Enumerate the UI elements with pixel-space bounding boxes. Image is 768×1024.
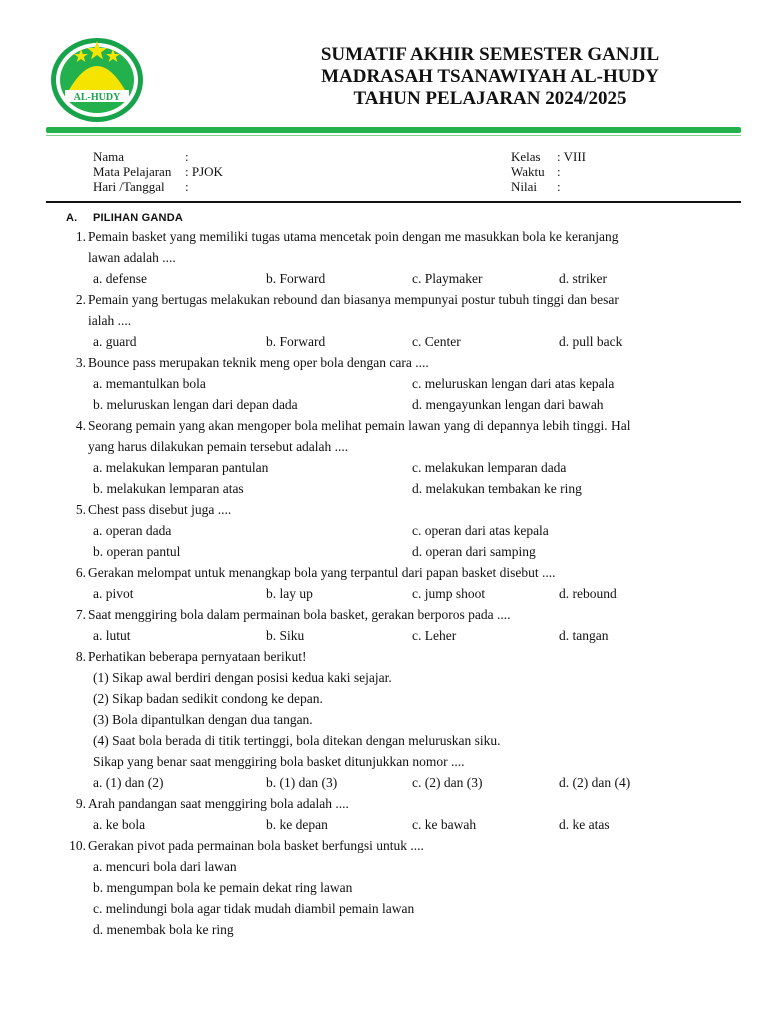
option-a: a. melakukan lemparan pantulan [93,460,269,475]
option-b: b. ke depan [266,817,328,832]
question-2 [60,289,750,310]
info-label: Waktu [511,164,545,179]
option-row [60,394,750,415]
question-4 [60,415,750,436]
info-label: Nama [93,149,125,164]
option-d: d. striker [559,271,607,286]
option-row [60,583,750,604]
question-number: 6. [75,565,86,580]
option-a: a. ke bola [93,817,146,832]
question-text-cont: yang harus dilakukan pemain tersebut adalah .... [88,439,349,454]
question-text: Gerakan melompat untuk menangkap bola yang terpantul dari papan basket disebut .... [88,565,556,580]
statement-3: (3) Bola dipantulkan dengan dua tangan. [93,712,313,727]
option-d: d. melakukan tembakan ke ring [412,481,582,496]
option-a: a. (1) dan (2) [93,775,164,790]
statement-2: (2) Sikap badan sedikit condong ke depan. [93,691,323,706]
option-c: c. operan dari atas kepala [412,523,549,538]
question-text: Perhatikan beberapa pernyataan berikut! [88,649,307,664]
option-c: c. Leher [412,628,457,643]
option-c: c. jump shoot [412,586,486,601]
info-label: Hari /Tanggal [93,179,165,194]
question-text: Saat menggiring bola dalam permainan bola basket, gerakan berporos pada .... [88,607,511,622]
student-info-left [93,149,223,194]
question-5 [60,499,750,520]
option-b: b. Forward [266,271,326,286]
question-1 [60,226,750,247]
question-text: Arah pandangan saat menggiring bola adalah .... [88,796,349,811]
option-a: a. mencuri bola dari lawan [93,859,237,874]
option-a: a. pivot [93,586,134,601]
option-d: d. tangan [559,628,609,643]
question-text-cont: lawan adalah .... [88,250,176,265]
option-d: d. ke atas [559,817,610,832]
header-line-1: SUMATIF AKHIR SEMESTER GANJIL [320,44,660,65]
option-row [60,331,750,352]
option-a: a. lutut [93,628,131,643]
option-c: c. meluruskan lengan dari atas kepala [412,376,615,391]
info-row-nama [93,149,223,164]
option-row [60,814,750,835]
question-number: 3. [75,355,86,370]
option-row [60,268,750,289]
option-a: a. defense [93,271,147,286]
option-row [60,373,750,394]
info-label: Nilai [511,179,537,194]
question-number: 1. [75,229,86,244]
section-letter: A. [66,212,78,224]
section-title: PILIHAN GANDA [93,212,183,224]
option-b: b. melakukan lemparan atas [93,481,244,496]
option-b: b. mengumpan bola ke pemain dekat ring lawan [93,880,353,895]
question-text: Gerakan pivot pada permainan bola basket berfungsi untuk .... [88,838,424,853]
option-c: c. Playmaker [412,271,483,286]
question-text: Pemain yang bertugas melakukan rebound dan biasanya mempunyai postur tubuh tinggi dan besar [88,292,619,307]
info-row-nilai [511,179,586,194]
question-number: 10. [69,838,86,853]
question-text: Bounce pass merupakan teknik meng oper bola dengan cara .... [88,355,429,370]
question-number: 5. [75,502,86,517]
option-b: b. lay up [266,586,313,601]
question-prompt: Sikap yang benar saat menggiring bola basket ditunjukkan nomor .... [93,754,465,769]
option-row [60,772,750,793]
info-value: : VIII [557,149,587,164]
question-text-cont: ialah .... [88,313,132,328]
option-c: c. melindungi bola agar tidak mudah diambil pemain lawan [93,901,415,916]
school-logo [49,36,145,124]
option-row [60,520,750,541]
info-value: : [557,164,561,179]
question-number: 7. [75,607,86,622]
option-d: d. pull back [559,334,623,349]
info-row-kelas [511,149,586,164]
info-value: : [185,149,189,164]
option-b: b. Siku [266,628,305,643]
option-c: c. ke bawah [412,817,477,832]
option-row [60,457,750,478]
section-heading [66,212,183,224]
info-value: : [557,179,561,194]
info-value: : PJOK [185,164,223,179]
exam-header [250,44,730,110]
question-text: Pemain basket yang memiliki tugas utama mencetak poin dengan me masukkan bola ke keranjang [88,229,619,244]
question-8 [60,646,750,667]
option-b: b. (1) dan (3) [266,775,338,790]
header-green-rule [46,127,741,133]
statement-1: (1) Sikap awal berdiri dengan posisi kedua kaki sejajar. [93,670,392,685]
question-3 [60,352,750,373]
option-row [60,541,750,562]
question-list [60,226,750,940]
logo-text: AL-HUDY [73,92,121,103]
option-d: d. operan dari samping [412,544,536,559]
option-b: b. operan pantul [93,544,181,559]
option-b: b. meluruskan lengan dari depan dada [93,397,298,412]
option-d: d. (2) dan (4) [559,775,631,790]
option-row [60,478,750,499]
question-6 [60,562,750,583]
option-d: d. mengayunkan lengan dari bawah [412,397,604,412]
info-row-mapel [93,164,223,179]
header-line-3: TAHUN PELAJARAN 2024/2025 [353,88,627,109]
option-a: a. guard [93,334,137,349]
option-c: c. (2) dan (3) [412,775,483,790]
info-label: Kelas [511,149,541,164]
option-a: a. memantulkan bola [93,376,206,391]
question-9 [60,793,750,814]
info-row-waktu [511,164,586,179]
question-number: 4. [75,418,86,433]
option-d: d. rebound [559,586,617,601]
info-divider [46,201,741,203]
header-green-rule-thin [46,135,741,136]
question-text: Chest pass disebut juga .... [88,502,232,517]
info-row-tanggal [93,179,223,194]
question-10 [60,835,750,856]
question-number: 9. [75,796,86,811]
question-7 [60,604,750,625]
option-row [60,625,750,646]
info-label: Mata Pelajaran [93,164,172,179]
question-number: 2. [75,292,86,307]
option-c: c. melakukan lemparan dada [412,460,567,475]
question-text: Seorang pemain yang akan mengoper bola melihat pemain lawan yang di depannya lebih tinggi. Hal [88,418,631,433]
info-value: : [185,179,189,194]
option-d: d. menembak bola ke ring [93,922,234,937]
statement-4: (4) Saat bola berada di titik tertinggi, bola ditekan dengan meluruskan siku. [93,733,501,748]
option-b: b. Forward [266,334,326,349]
student-info-right [511,149,586,194]
option-a: a. operan dada [93,523,172,538]
header-line-2: MADRASAH TSANAWIYAH AL-HUDY [321,66,659,87]
question-number: 8. [75,649,86,664]
option-c: c. Center [412,334,461,349]
